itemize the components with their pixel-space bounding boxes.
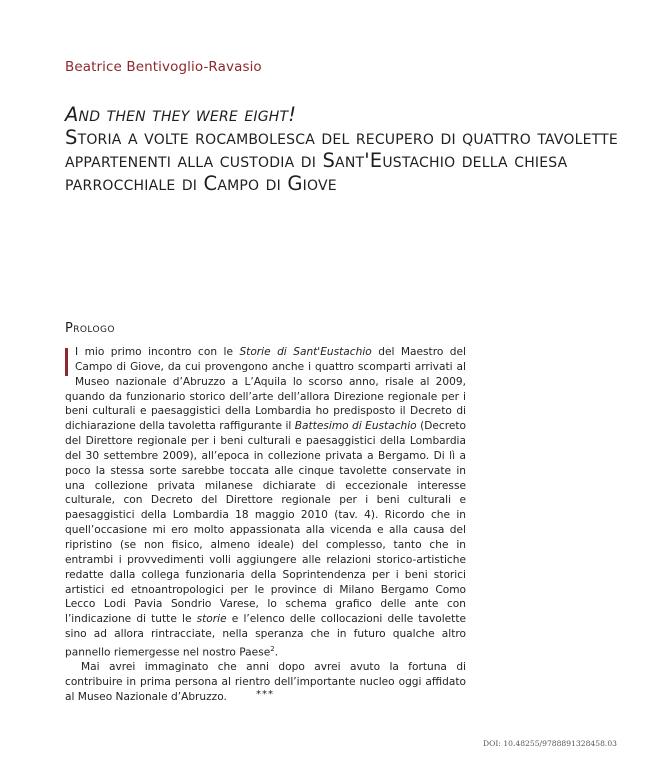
- body-text: [65, 345, 466, 705]
- section-heading: Prologo: [65, 321, 115, 336]
- section-separator: ***: [256, 689, 274, 700]
- title-subtitle: Storia a volte rocambolesca del recupero di quattro tavolette appartenenti alla custodia di Sant'Eustachio della chiesa parrocchiale di Campo di Giove: [65, 126, 618, 195]
- drop-cap-bar: [65, 348, 68, 376]
- paragraph-1: I mio primo incontro con le Storie di Sant'Eustachio del Maestro del Campo di Giove, da cui provengono anche i quattro scomparti arrivati al Museo nazionale d’Abruzzo a L’Aquila lo scorso anno, risale al 2009, quando da funzionario storico dell’arte dell’allora Direzione regionale per i beni culturali e paesaggistici della Lombardia ho predisposto il Decreto di dichiarazione della tavoletta raffigurante il Battesimo di Eustachio (Decreto del Direttore regionale per i beni culturali e paesaggistici della Lombardia del 30 settembre 2009), all’epoca in collezione privata a Bergamo. Di lì a poco la stessa sorte sarebbe toccata alle cinque tavolette conservate in una collezione privata milanese dichiarate di eccezionale interesse culturale, con Decreto del Direttore regionale per i beni culturali e paesaggistici della Lombardia 18 maggio 2010 (tav. 4). Ricordo che in quell’occasione mi ero molto appassionata alla vicenda e alla causa del ripristino (se non fisico, almeno ideale) del complesso, tanto che in entrambi i provvedimenti volli aggiungere alle relazioni storico-artistiche redatte dalla collega funzionaria della Soprintendenza per i beni storici artistici ed etnoantropologici per le province di Milano Bergamo Como Lecco Lodi Pavia Sondrio Varese, lo schema grafico delle ante con l’indicazione di tutte le storie e l’elenco delle collocazioni delle tavolette sino ad allora rintracciate, nella speranza che in futuro qualche altro pannello riemergesse nel nostro Paese$^2$.: [65, 346, 467, 659]
- footnote-ref[interactable]: 2: [270, 644, 275, 653]
- doi-label[interactable]: DOI: 10.48255/9788891328458.03: [483, 739, 617, 748]
- title-main: And then they were eight!: [65, 103, 297, 126]
- paragraph-2: Mai avrei immaginato che anni dopo avrei avuto la fortuna di contribuire in prima persona al rientro dell’importante nucleo oggi affidato al Museo Nazionale d’Abruzzo.: [65, 661, 466, 703]
- chapter-title: [65, 103, 625, 195]
- author-name: Beatrice Bentivoglio-Ravasio: [65, 59, 262, 75]
